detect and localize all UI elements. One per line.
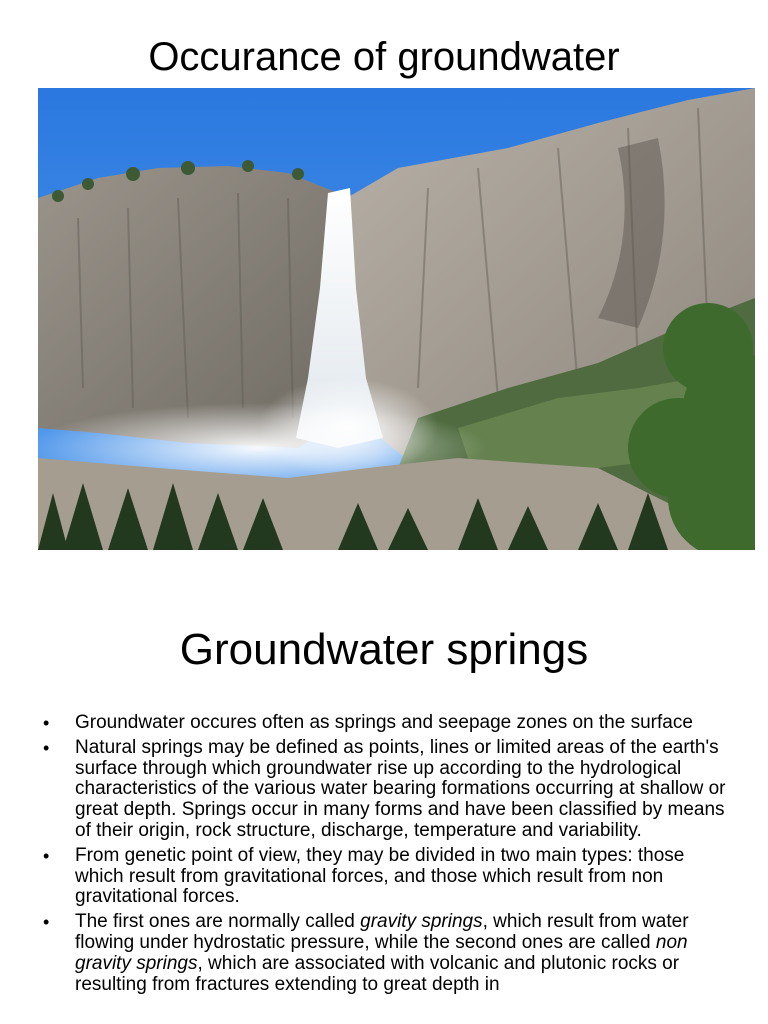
slide-title-springs: Groundwater springs xyxy=(179,625,589,674)
bullet-item xyxy=(40,713,730,734)
bullet-text: Natural springs may be defined as points, lines or limited areas of the earth's surface through which groundwater rise up according to the hydrological characteristics of the various water bearing formations occurring at shallow or great depth. Springs occur in many forms and have been classified by means of their origin, rock structure, discharge, temperature and variability. xyxy=(75,736,726,841)
bullet-item xyxy=(40,912,730,995)
bullet-dot: • xyxy=(43,713,50,733)
bullet-text: Groundwater occures often as springs and seepage zones on the surface xyxy=(75,712,693,733)
springs-bullet-list xyxy=(40,713,730,999)
term-non-gravity-springs: non gravity springs xyxy=(75,931,688,974)
waterfall-illustration xyxy=(38,88,755,550)
bullet-dot: • xyxy=(43,912,50,933)
slide-title-occurance: Occurance of groundwater xyxy=(148,35,620,79)
bullet-item xyxy=(40,846,730,908)
bullet-item xyxy=(40,738,730,842)
bullet-text: The first ones are normally called gravity springs, which result from water flowing under hydrostatic pressure, while the second ones are called non gravity springs, which are associated with volcanic and plutonic rocks or resulting from fractures extending to great depth in xyxy=(75,911,689,995)
waterfall-photo xyxy=(38,88,755,550)
bullet-dot: • xyxy=(43,845,50,866)
term-gravity-springs: gravity springs xyxy=(360,911,483,933)
bullet-dot: • xyxy=(43,737,50,758)
bullet-text: From genetic point of view, they may be divided in two main types: those which result from gravitational forces, and those which result from non gravitational forces. xyxy=(75,844,685,908)
